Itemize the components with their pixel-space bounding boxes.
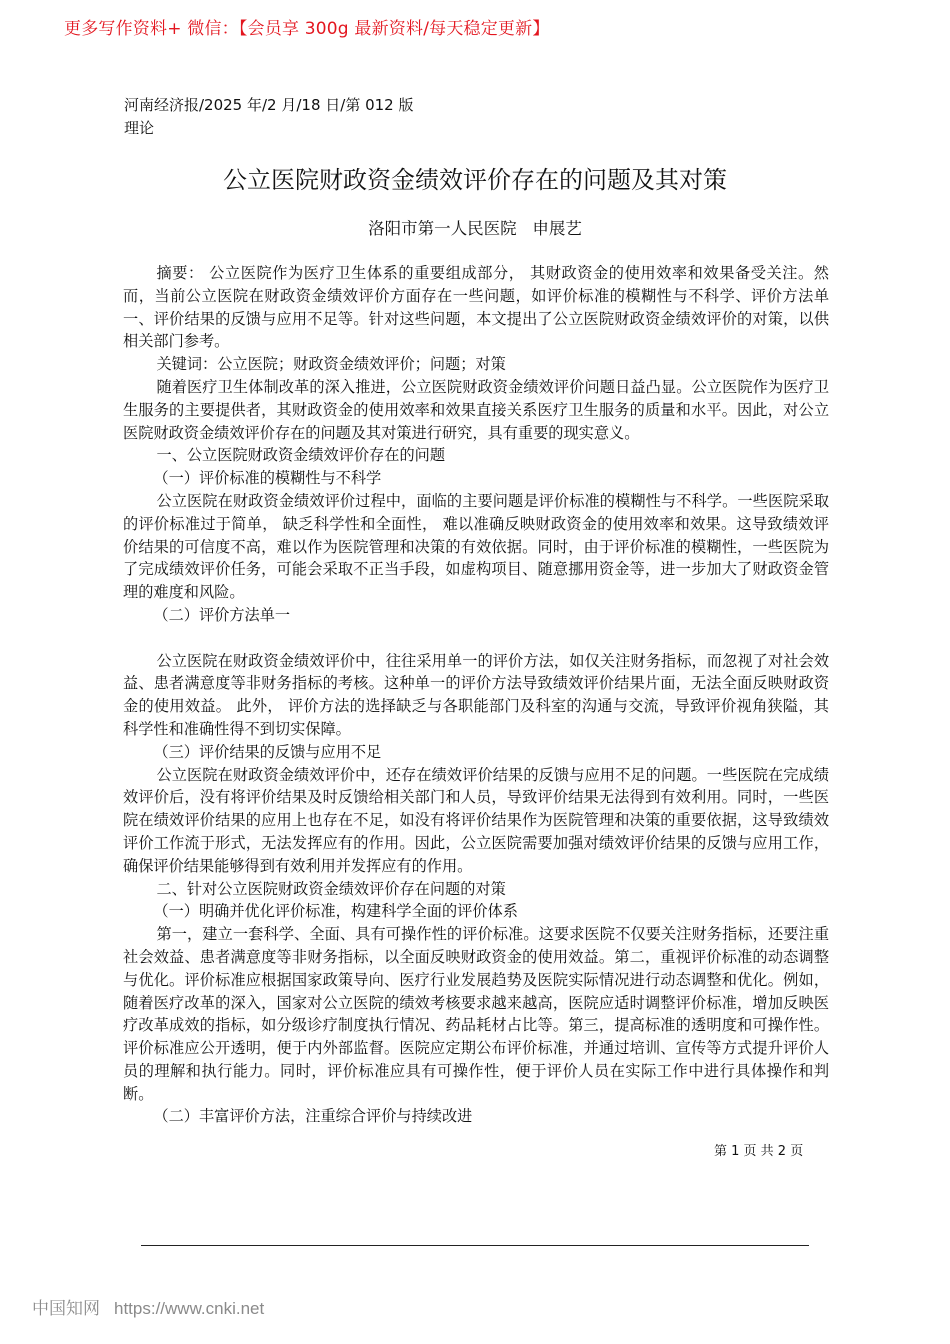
keywords-line: 关键词：公立医院；财政资金绩效评价；问题；对策	[156, 355, 506, 374]
section-heading-1: 一、公立医院财政资金绩效评价存在的问题	[156, 446, 445, 465]
abstract-paragraph: 摘要： 公立医院作为医疗卫生体系的重要组成部分， 其财政资金的使用效率和效果备受关注。然而，当前公立医院在财政资金绩效评价方面存在一些问题，如评价标准的模糊性与不科学、评价方法单一、评价结果的反馈与应用不足等。针对这些问题，本文提出了公立医院财政资金绩效评价的对策，以供相关部门参考。	[123, 264, 829, 351]
subsection-heading-1-2: （二）评价方法单一	[153, 605, 291, 624]
promo-banner: 更多写作资料+ 微信：【会员享 300g 最新资料/每天稳定更新】	[64, 19, 550, 39]
body-paragraph: 公立医院在财政资金绩效评价中，还存在绩效评价结果的反馈与应用不足的问题。一些医院在完成绩效评价后，没有将评价结果及时反馈给相关部门和人员，导致评价结果无法得到有效利用。同时，一些医院在绩效评价结果的应用上也存在不足，如没有将评价结果作为医院管理和决策的重要依据，这导致绩效评价工作流于形式，无法发挥应有的作用。因此，公立医院需要加强对绩效评价结果的反馈与应用工作，确保评价结果能够得到有效利用并发挥应有的作用。	[123, 765, 829, 875]
subsection-heading-2-1: （一）明确并优化评价标准，构建科学全面的评价体系	[153, 902, 518, 921]
footer-divider	[141, 1245, 809, 1246]
subsection-heading-1-1: （一）评价标准的模糊性与不科学	[153, 469, 382, 488]
article-title: 公立医院财政资金绩效评价存在的问题及其对策	[223, 166, 727, 194]
body-paragraph: 公立医院在财政资金绩效评价中，往往采用单一的评价方法，如仅关注财务指标，而忽视了对社会效益、患者满意度等非财务指标的考核。这种单一的评价方法导致绩效评价结果片面，无法全面反映财政资金的使用效益。 此外， 评价方法的选择缺乏与各职能部门及科室的沟通与交流，导致评价视角狭隘，其科学性和准确性得不到切实保障。	[123, 651, 829, 738]
subsection-heading-2-2: （二）丰富评价方法，注重综合评价与持续改进	[153, 1107, 473, 1126]
section-heading-2: 二、针对公立医院财政资金绩效评价存在问题的对策	[156, 879, 506, 898]
body-paragraph: 第一，建立一套科学、全面、具有可操作性的评价标准。这要求医院不仅要关注财务指标，还要注重社会效益、患者满意度等非财务指标，以全面反映财政资金的使用效益。第二，重视评价标准的动态调整与优化。评价标准应根据国家政策导向、医疗行业发展趋势及医院实际情况进行动态调整和优化。例如，随着医疗改革的深入，国家对公立医院的绩效考核要求越来越高，医院应适时调整评价标准，增加反映医疗改革成效的指标，如分级诊疗制度执行情况、药品耗材占比等。第三，提高标准的透明度和可操作性。评价标准应公开透明，便于内外部监督。医院应定期公布评价标准，并通过培训、宣传等方式提升评价人员的理解和执行能力。同时，评价标准应具有可操作性，便于评价人员在实际工作中进行具体操作和判断。	[123, 925, 829, 1103]
intro-paragraph: 随着医疗卫生体制改革的深入推进，公立医院财政资金绩效评价问题日益凸显。公立医院作为医疗卫生服务的主要提供者，其财政资金的使用效率和效果直接关系医疗卫生服务的质量和水平。因此，对公立医院财政资金绩效评价存在的问题及其对策进行研究，具有重要的现实意义。	[123, 377, 829, 442]
cnki-url[interactable]: https://www.cnki.net	[114, 1299, 265, 1318]
blank-line	[123, 627, 829, 650]
page-number: 第 1 页 共 2 页	[714, 1144, 804, 1159]
cnki-watermark	[32, 1294, 264, 1319]
source-line: 河南经济报/2025 年/2 月/18 日/第 012 版理论	[124, 96, 414, 137]
subsection-heading-1-3: （三）评价结果的反馈与应用不足	[153, 742, 382, 761]
article-author: 洛阳市第一人民医院 申展艺	[368, 219, 582, 238]
cnki-brand: 中国知网	[32, 1299, 100, 1319]
article-body	[123, 262, 829, 1128]
body-paragraph: 公立医院在财政资金绩效评价过程中，面临的主要问题是评价标准的模糊性与不科学。一些医院采取的评价标准过于简单， 缺乏科学性和全面性， 难以准确反映财政资金的使用效率和效果。这导致绩效评价结果的可信度不高，难以作为医院管理和决策的有效依据。同时，由于评价标准的模糊性，一些医院为了完成绩效评价任务，可能会采取不正当手段，如虚构项目、随意挪用资金等，进一步加大了财政资金管理的难度和风险。	[123, 491, 829, 602]
